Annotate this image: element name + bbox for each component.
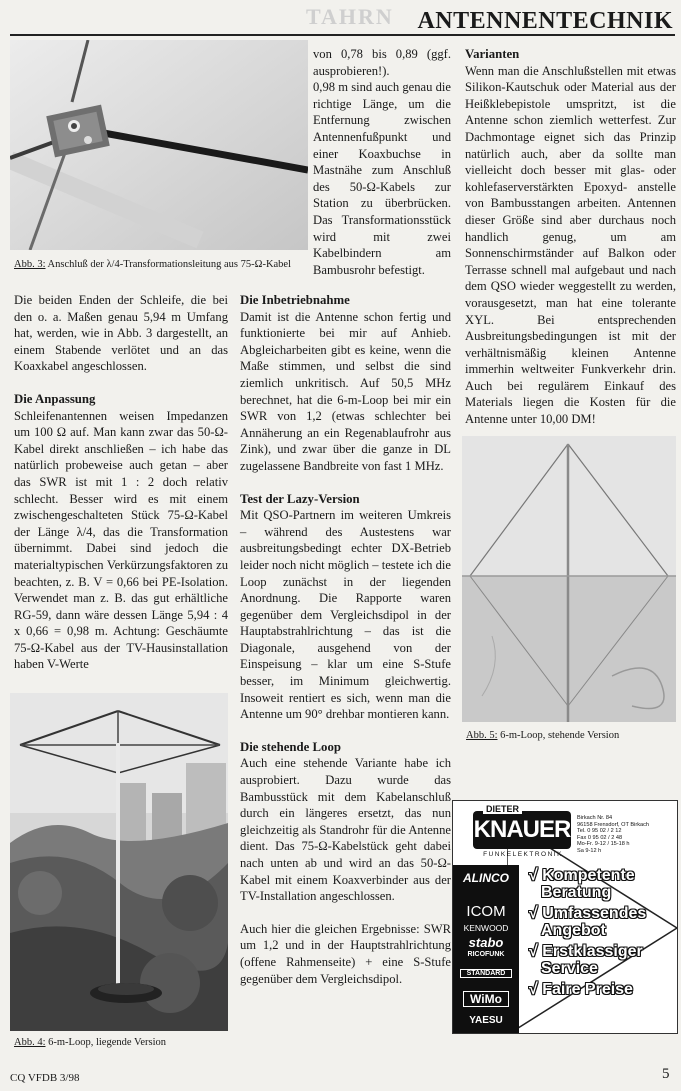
paragraph: von 0,78 bis 0,89 (ggf. ausprobieren!). [313,47,451,78]
ad-slogan: Beratung [541,884,612,901]
column-1 [14,292,228,673]
paragraph: Auch eine stehende Variante habe ich ausprobiert. Dazu wurde das Bambusstück mit dem Kabelanschluß durch ein längeres ersetzt, das nun gleichzeitig als Standrohr für die Antenne dient. Das 75-Ω-Kabelstück geht dabei nach unten ab und wird an das 50-Ω-Kabel mit einem Koaxverbinder aus der TV-Installation angeschlossen. [240,756,451,904]
photo-abb4 [10,693,228,1031]
brand-alinco: ALINCO [463,871,509,885]
ad-address [577,815,649,855]
brand-standard: STANDARD [460,969,512,978]
section-heading: Varianten [465,47,520,61]
caption-abb4 [14,1036,228,1049]
paragraph: Mit QSO-Partnern im weiteren Umkreis – während des Austestens war ausbreitungsbedingt echter DX-Betrieb leider noch nicht möglich – testete ich die Loop zunächst in der liegenden Anordnung. Die Rapporte waren gegenüber dem Vergleichsdipol in der Hauptabstrahlrichtung – das ist die Diagonale, ausgehend von der Einspeisung – klar um eine S-Stufe besser, im Minimum gleichwertig. Insoweit rentiert es sich, wenn man die Antenne um 90° drehbar montieren kann. [240,508,451,722]
ad-slogan: √ Kompetente [529,867,635,884]
ad-brand-logo: KNAUER [473,811,571,849]
paragraph: 0,98 m sind auch genau die richtige Länge, um die Entfernung zwischen Antennenfußpunkt und einer Koaxbuchse in Mastnähe zum Anschluß des 50-Ω-Kabels zur Station zu überbrücken. Das Transformationsstück wird mit zwei Kabelbindern am Bambusrohr befestigt. [313,80,451,277]
section-heading: Die stehende Loop [240,739,341,754]
column-2 [240,292,451,987]
ad-slogans [529,867,675,1002]
column-2-top [313,46,451,278]
caption-text: 6-m-Loop, liegende Version [45,1037,167,1048]
ad-slogan: √ Erstklassiger [529,943,643,960]
caption-label: Abb. 5: [466,730,498,741]
coax-connection-image [10,40,308,250]
knauer-advertisement [452,800,678,1034]
brand-kenwood: KENWOOD [463,923,509,933]
ad-brand-list [453,865,519,1033]
ad-address-line: Sa 9-12 h [577,847,602,854]
section-heading: Die Inbetriebnahme [240,293,350,307]
brand-wimo: WiMo [463,991,509,1007]
ad-address-line: 96158 Frensdorf, OT Birkach [577,821,650,828]
footer-journal: CQ VFDB 3/98 [10,1072,80,1084]
ad-slogan: √ Faire Preise [529,981,633,998]
section-title: ANTENNENTECHNIK [417,8,673,34]
photo-abb3 [10,40,308,250]
section-heading: Die Anpassung [14,391,96,406]
brand-stabo: stabo [468,935,504,950]
paragraph: Schleifenantennen weisen Impedanzen um 100 Ω auf. Man kann zwar das 50-Ω-Kabel direkt anschließen – ich habe das natürlich probeweise auch getan – aber das SWR ist mit 1 : 2 doch relativ schlecht. Besser wird es mit einem zwischengeschalteten Stück 75-Ω-Kabel der Länge λ/4, das die Transformation übernimmt. Dabei sind jedoch die materialtypischen Verkürzungsfaktoren zu beachten, z. B. V = 0,66 bei PE-Isolation. Verwendet man z. B. das gut erhältliche RG-59, dann wäre dessen Länge 5,94 : 4 x 0,66 = 0,98 m. Achtung: Geschäumte 75-Ω-Kabel aus der TV-Hausinstallation haben V-Werte [14,408,228,672]
brand-icom: ICOM [466,903,506,920]
caption-label: Abb. 3: [14,259,46,270]
ad-address-line: Birkach Nr. 84 [577,815,613,821]
paragraph: Wenn man die Anschlußstellen mit etwas Silikon-Kautschuk oder Material aus der Heißklebepistole umspritzt, ist die Antenne schon ziemlich wetterfest. Zur Dachmontage eignet sich das Prinzip natürlich auch, aber da sollte man vielleicht doch besser mit glas- oder kohlefaserverstärkten Epoxyd- anstelle von Bambusstangen arbeiten. Antennen dieser Größe sind aber durchaus noch handlich genug, um am Sonnenschirmständer auf Balkon oder Terrasse schnell mal aufgebaut und nach dem QSO wieder weggestellt zu werden, vorausgesetzt, man hat eine tolerante XYL. Bei entsprechenden Ausbreitungsbedingungen ist mit der verhältnismäßig kleinen Antenne immerhin weltweiter Funkverkehr drin. Auch bei regulärem Einkauf des Materials liegen die Kosten für die Antenne unter 10,00 DM! [465,63,676,427]
paragraph: Die beiden Enden der Schleife, die bei den o. a. Maßen genau 5,94 m Umfang hat, werden, wie in Abb. 3 dargestellt, an einem Stabende verlötet und an das Koaxkabel angeschlossen. [14,293,228,374]
caption-abb5 [466,729,676,742]
running-header [10,4,675,36]
photo-abb5 [462,436,676,722]
ad-subline: FUNKELEKTRONIK [483,851,563,858]
caption-text: Anschluß der λ/4-Transformationsleitung aus 75-Ω-Kabel [45,259,292,270]
paragraph: Damit ist die Antenne schon fertig und funktionierte bei mir auf Anhieb. Abgleicharbeiten gibt es keine, wenn die Maße stimmen, und selbst die sind ziemlich unkritisch. Auf 50,5 MHz berechnet, hat die 6-m-Loop bei mir ein SWR von 1,2 (etwas schlechter bei Annäherung an ein Regenablaufrohr aus Zink), und zwar über die ganze in DL zugelassene Bandbreite von fast 1 MHz. [240,309,451,473]
brand-ricofunk: RICOFUNK [467,951,505,958]
ad-address-line: Fax 0 95 02 / 2 48 [577,834,623,841]
page-number: 5 [662,1066,670,1082]
caption-label: Abb. 4: [14,1037,46,1048]
ad-slogan: Angebot [541,922,606,939]
column-3 [465,46,676,428]
ad-slogan: Service [541,960,598,977]
section-heading: Test der Lazy-Version [240,491,360,506]
ad-address-line: Tel. 0 95 02 / 2 12 [577,828,622,835]
paragraph: Auch hier die gleichen Ergebnisse: SWR um 1,2 und in der Hauptstrahlrichtung (offene Rahmenseite) + eine S-Stufe gegenüber dem Vergleichsdipol. [240,921,451,986]
lying-loop-image [10,693,228,1031]
caption-abb3 [14,258,314,271]
ad-address-line: Mo-Fr. 9-12 / 15-18 h [577,841,630,848]
ad-dieter: DIETER [483,804,522,814]
ad-slogan: √ Umfassendes [529,905,647,922]
standing-loop-image [462,436,676,722]
caption-text: 6-m-Loop, stehende Version [497,730,620,741]
brand-yaesu: YAESU [469,1015,503,1026]
show-through-text: TAHRN [306,4,394,29]
